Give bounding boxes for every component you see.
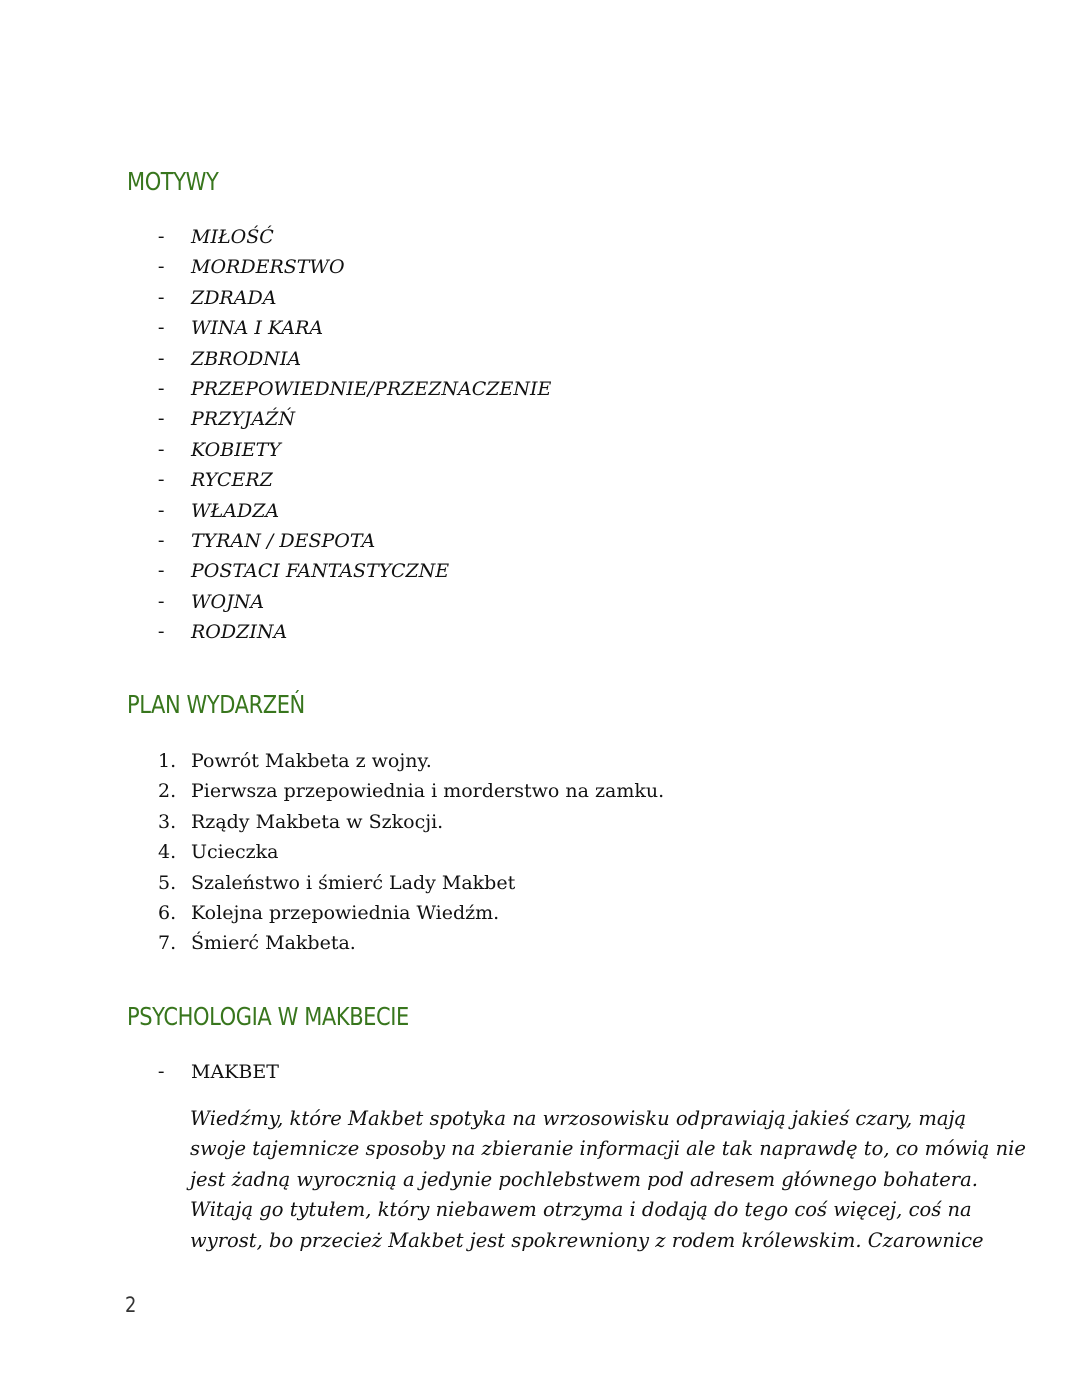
- list-item: [158, 807, 664, 837]
- dash-bullet: -: [158, 590, 165, 612]
- dash-bullet: -: [158, 377, 165, 399]
- list-number: 4.: [158, 841, 177, 864]
- paragraph-line: Wiedźmy, które Makbet spotyka na wrzosowisku odprawiają jakieś czary, mają: [190, 1107, 967, 1130]
- list-number: 6.: [158, 901, 177, 924]
- dash-bullet: -: [158, 347, 165, 369]
- event-label: Ucieczka: [191, 841, 279, 864]
- event-label: Kolejna przepowiednia Wiedźm.: [191, 901, 500, 924]
- dash-bullet: -: [158, 469, 165, 491]
- list-item: [158, 465, 551, 495]
- dash-bullet: -: [158, 499, 165, 521]
- motif-label: WINA I KARA: [191, 317, 324, 340]
- list-item: [158, 283, 551, 313]
- list-item: [158, 435, 551, 465]
- list-item: [158, 496, 551, 526]
- event-label: Rządy Makbeta w Szkocji.: [191, 810, 444, 833]
- list-item: [158, 898, 664, 928]
- list-item: [158, 868, 664, 898]
- paragraph-line: swoje tajemnicze sposoby na zbieranie informacji ale tak naprawdę to, co mówią nie: [190, 1137, 1026, 1161]
- motif-label: PRZEPOWIEDNIE/PRZEZNACZENIE: [191, 377, 552, 400]
- motif-label: ZDRADA: [191, 286, 277, 309]
- dash-bullet: -: [158, 438, 165, 460]
- dash-bullet: -: [158, 317, 165, 339]
- character-item: [158, 1057, 279, 1087]
- motif-label: RYCERZ: [191, 469, 273, 492]
- list-item: [158, 837, 664, 867]
- motif-label: KOBIETY: [191, 438, 281, 461]
- list-item: [158, 404, 551, 434]
- list-number: 2.: [158, 780, 177, 803]
- dash-bullet: -: [158, 408, 165, 430]
- motif-label: MORDERSTWO: [191, 256, 345, 279]
- motif-label: POSTACI FANTASTYCZNE: [191, 560, 450, 583]
- dash-bullet: -: [158, 1061, 165, 1082]
- paragraph-line: wyrost, bo przecież Makbet jest spokrewniony z rodem królewskim. Czarownice: [190, 1228, 984, 1252]
- list-item: [158, 587, 551, 617]
- list-item: [158, 928, 664, 958]
- event-label: Pierwsza przepowiednia i morderstwo na zamku.: [191, 780, 665, 803]
- dash-bullet: -: [158, 560, 165, 582]
- list-item: [158, 526, 551, 556]
- motif-label: PRZYJAŹŃ: [191, 408, 295, 431]
- list-number: 7.: [158, 932, 177, 955]
- paragraph-line: jest żadną wyrocznią a jedynie pochlebstwem pod adresem głównego bohatera.: [190, 1167, 978, 1191]
- event-label: Śmierć Makbeta.: [191, 932, 356, 955]
- list-item: [158, 313, 551, 343]
- list-item: [158, 776, 664, 806]
- list-item: [158, 252, 551, 282]
- motif-label: WOJNA: [191, 590, 265, 613]
- dash-bullet: -: [158, 286, 165, 308]
- list-number: 1.: [158, 750, 177, 772]
- psychology-paragraph: [190, 1104, 1026, 1256]
- psychology-heading: PSYCHOLOGIA W MAKBECIE: [127, 1002, 409, 1031]
- event-label: Szaleństwo i śmierć Lady Makbet: [191, 871, 516, 894]
- list-item: [158, 344, 551, 374]
- dash-bullet: -: [158, 226, 165, 247]
- page-number: 2: [125, 1293, 137, 1317]
- motifs-heading: MOTYWY: [127, 167, 219, 196]
- motif-label: TYRAN / DESPOTA: [191, 529, 376, 552]
- plan-heading: PLAN WYDARZEŃ: [127, 690, 305, 719]
- paragraph-line: Witają go tytułem, który niebawem otrzyma i dodają do tego coś więcej, coś na: [190, 1198, 972, 1222]
- motifs-list: [158, 222, 551, 647]
- motif-label: ZBRODNIA: [191, 347, 302, 370]
- event-label: Powrót Makbeta z wojny.: [191, 750, 432, 772]
- list-number: 5.: [158, 871, 177, 894]
- dash-bullet: -: [158, 256, 165, 278]
- motif-label: MIŁOŚĆ: [191, 226, 274, 248]
- dash-bullet: -: [158, 621, 165, 643]
- list-item: [158, 617, 551, 647]
- dash-bullet: -: [158, 529, 165, 551]
- character-name: MAKBET: [191, 1061, 279, 1083]
- list-item: [158, 222, 551, 252]
- list-number: 3.: [158, 810, 177, 833]
- motif-label: WŁADZA: [191, 499, 280, 522]
- plan-list: [158, 746, 664, 959]
- list-item: [158, 556, 551, 586]
- list-item: [158, 746, 664, 776]
- list-item: [158, 374, 551, 404]
- motif-label: RODZINA: [191, 621, 288, 644]
